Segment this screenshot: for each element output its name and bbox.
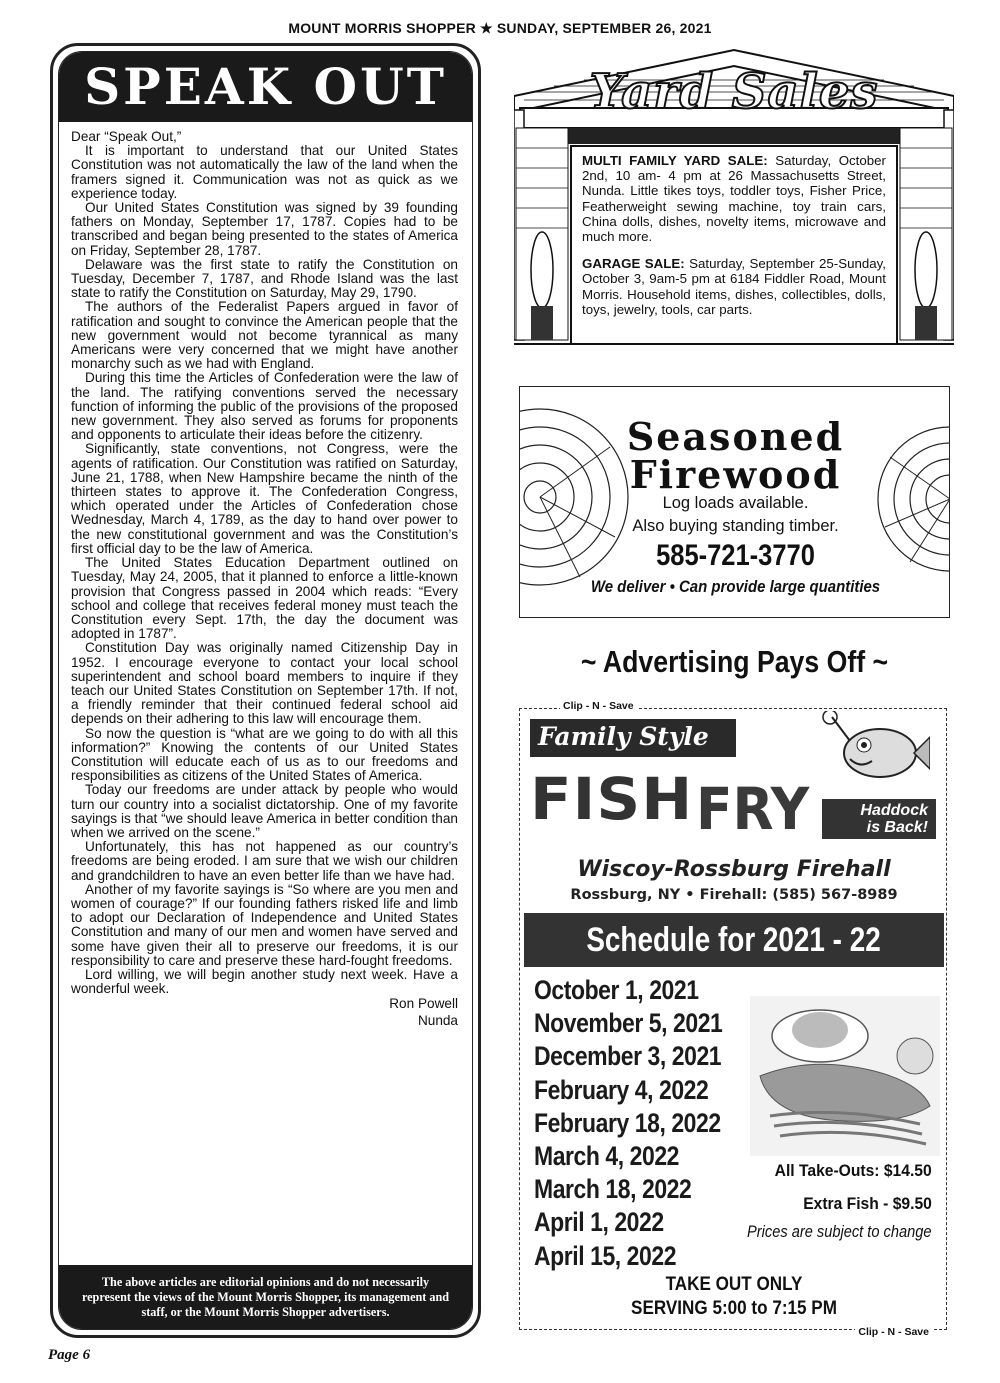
fish-word: FISH: [530, 765, 694, 833]
schedule-date: March 18, 2022: [534, 1174, 692, 1205]
page-number: Page 6: [48, 1347, 91, 1363]
firewood-line1: Log loads available.: [662, 494, 809, 512]
signature-town: Nunda: [417, 1012, 458, 1028]
firewood-line2: Also buying standing timber.: [632, 517, 839, 535]
yard-sales-listings: [570, 145, 898, 345]
schedule-date: November 5, 2021: [534, 1008, 723, 1039]
firewood-ad: [519, 386, 950, 618]
clip-label-top: Clip - N - Save: [560, 700, 637, 712]
yard-sale-listing: MULTI FAMILY YARD SALE: Saturday, October 2nd, 10 am- 4 pm at 26 Massachusetts Street, Nunda. Little tikes toys, toddler toys, Fisher Price, Featherweight sewing machine, toy train cars, China dolls, dishes, novelty items, microwave and much more.: [582, 153, 886, 245]
schedule-banner: Schedule for 2021 - 22: [524, 913, 944, 967]
haddock-badge: Haddock is Back!: [822, 799, 936, 839]
schedule-dates: [534, 974, 756, 1273]
plant-left-illustration: [531, 232, 553, 340]
schedule-date: December 3, 2021: [534, 1041, 722, 1072]
fish-fry-ad: [519, 700, 947, 1338]
extra-fish-price: Extra Fish - $9.50: [803, 1194, 932, 1213]
letter-paragraph: The United States Education Department outlined on Tuesday, May 24, 2005, that it planned to enforce a little-known provision that Congress passed in 2004 which reads: “Every school and college that receives federal money must teach the Constitution every Sept. 17th, the day the document was adopted in 1787”.: [71, 555, 458, 642]
takeouts-price: All Take-Outs: $14.50: [774, 1161, 932, 1180]
venue-contact: Rossburg, NY • Firehall: (585) 567-8989: [570, 887, 898, 903]
fry-word: FRY: [696, 775, 810, 843]
firewood-phone: 585-721-3770: [656, 539, 815, 572]
letter-salutation: Dear “Speak Out,”: [71, 129, 182, 144]
letter-paragraph: The authors of the Federalist Papers argued in favor of ratification and sought to convince the American people that the new government would not become tyrannical as many Americans were very concerned that we might have another monarchy such as we had with England.: [71, 299, 458, 372]
yard-sale-listing: GARAGE SALE: Saturday, September 25-Sunday, October 3, 9am-5 pm at 6184 Fiddler Road, Mount Morris. Household items, dishes, collectibles, dolls, toys, jewelry, tools, car parts.: [582, 256, 887, 317]
schedule-date: October 1, 2021: [534, 975, 699, 1005]
letter-paragraph: Our United States Constitution was signed by 39 founding fathers on Monday, September 17, 1787. Copies had to be transcribed and began being presented to the states of America on Friday, September 28, 1787.: [71, 200, 458, 258]
clip-label-bottom: Clip - N - Save: [855, 1326, 932, 1338]
family-style-banner: Family Style: [530, 719, 736, 757]
firewood-title-line1: Seasoned: [626, 414, 845, 459]
speak-out-title: SPEAK OUT: [59, 52, 472, 122]
firewood-title-line2: Firewood: [629, 452, 842, 497]
letter-paragraph: Significantly, state conventions, not Congress, were the agents of ratification. Our Constitution was ratified on Saturday, June 21, 1788, when New Hampshire became the ninth of the thirteen states to approve it. The Confederation Congress, which operated under the Articles of Confederation chose Wednesday, March 4, 1789, as the day to hand over power to the new constitutional government and was the Constitution’s first official day to be the law of America.: [71, 441, 458, 556]
cartoon-fish-icon: [820, 711, 930, 791]
firewood-deliver: We deliver • Can provide large quantities: [590, 577, 881, 596]
schedule-date: April 15, 2022: [534, 1240, 677, 1271]
letter-paragraph: Delaware was the first state to ratify the Constitution on Tuesday, December 7, 1787, and Rhode Island was the last state to ratify the Constitution on Saturday, May 29, 1790.: [71, 256, 458, 301]
schedule-date: March 4, 2022: [534, 1141, 680, 1172]
letter-paragraph: Unfortunately, this has not happened as our country’s freedoms are being eroded. I am sure that we wish our children and grandchildren to have an even better life than we have had.: [71, 839, 458, 883]
signature-name: Ron Powell: [389, 996, 458, 1012]
schedule-date: February 4, 2022: [534, 1074, 709, 1105]
letter-paragraph: Lord willing, we will begin another study next week. Have a wonderful week.: [71, 966, 458, 997]
speak-out-column: [50, 43, 481, 1338]
letter-paragraph: During this time the Articles of Confederation were the law of the land. The ratifying conventions served the necessary function of informing the public of the provisions of the proposed new government. They also served as forums for proponents and opponents to articulate their ideas before the citizenry.: [71, 370, 458, 443]
fish-plate-photo: [750, 996, 940, 1156]
schedule-date: February 18, 2022: [534, 1107, 721, 1138]
letter-paragraph: So now the question is “what are we going to do with all this information?” Knowing the contents of our United States Constitution will educate each of us as to our freedoms and responsibilities as citizens of the United States of America.: [71, 725, 458, 784]
prices-note: Prices are subject to change: [747, 1222, 932, 1241]
yard-sales-title: Yard Sales: [589, 64, 879, 120]
schedule-date: April 1, 2022: [534, 1207, 664, 1238]
take-out-info: TAKE OUT ONLY SERVING 5:00 to 7:15 PM: [631, 1274, 837, 1319]
letter-body: [71, 130, 458, 1028]
editorial-disclaimer: The above articles are editorial opinions and do not necessarily represent the views of the Mount Morris Shopper, its management and staff, or the Mount Morris Shopper advertisers.: [59, 1265, 472, 1329]
letter-paragraph: Constitution Day was originally named Citizenship Day in 1952. I encourage everyone to contact your local school superintendent and school board members to inquire if they teach our United States Constitution on September 17th. If not, a friendly reminder that their continued federal school aid depends on their adhering to this law will encourage them.: [71, 640, 458, 727]
letter-paragraph: It is important to understand that our United States Constitution was not automatically the law of the land when the framers signed it. Communication was not as quick as we experience today.: [71, 143, 458, 201]
venue-name: Wiscoy-Rossburg Firehall: [577, 857, 891, 882]
page-header: MOUNT MORRIS SHOPPER ★ SUNDAY, SEPTEMBER 26, 2021: [288, 20, 712, 36]
yard-sales-ad: [514, 48, 954, 360]
plant-right-illustration: [915, 232, 937, 340]
advertising-banner: ~ Advertising Pays Off ~: [580, 644, 889, 679]
letter-paragraph: Another of my favorite sayings is “So where are you men and women of courage?” If our founding fathers risked life and limb to adopt our Declaration of Independence and United States Constitution and many of our men and women have served and some have given their all to preserve our freedoms, it is our responsibility to care and preserve these hard-fought freedoms.: [71, 881, 458, 968]
letter-paragraph: Today our freedoms are under attack by people who would turn our country into a socialist dictatorship. One of my favorite sayings is that “we should leave America in better condition than when we arrived on the scene.”: [71, 782, 458, 840]
